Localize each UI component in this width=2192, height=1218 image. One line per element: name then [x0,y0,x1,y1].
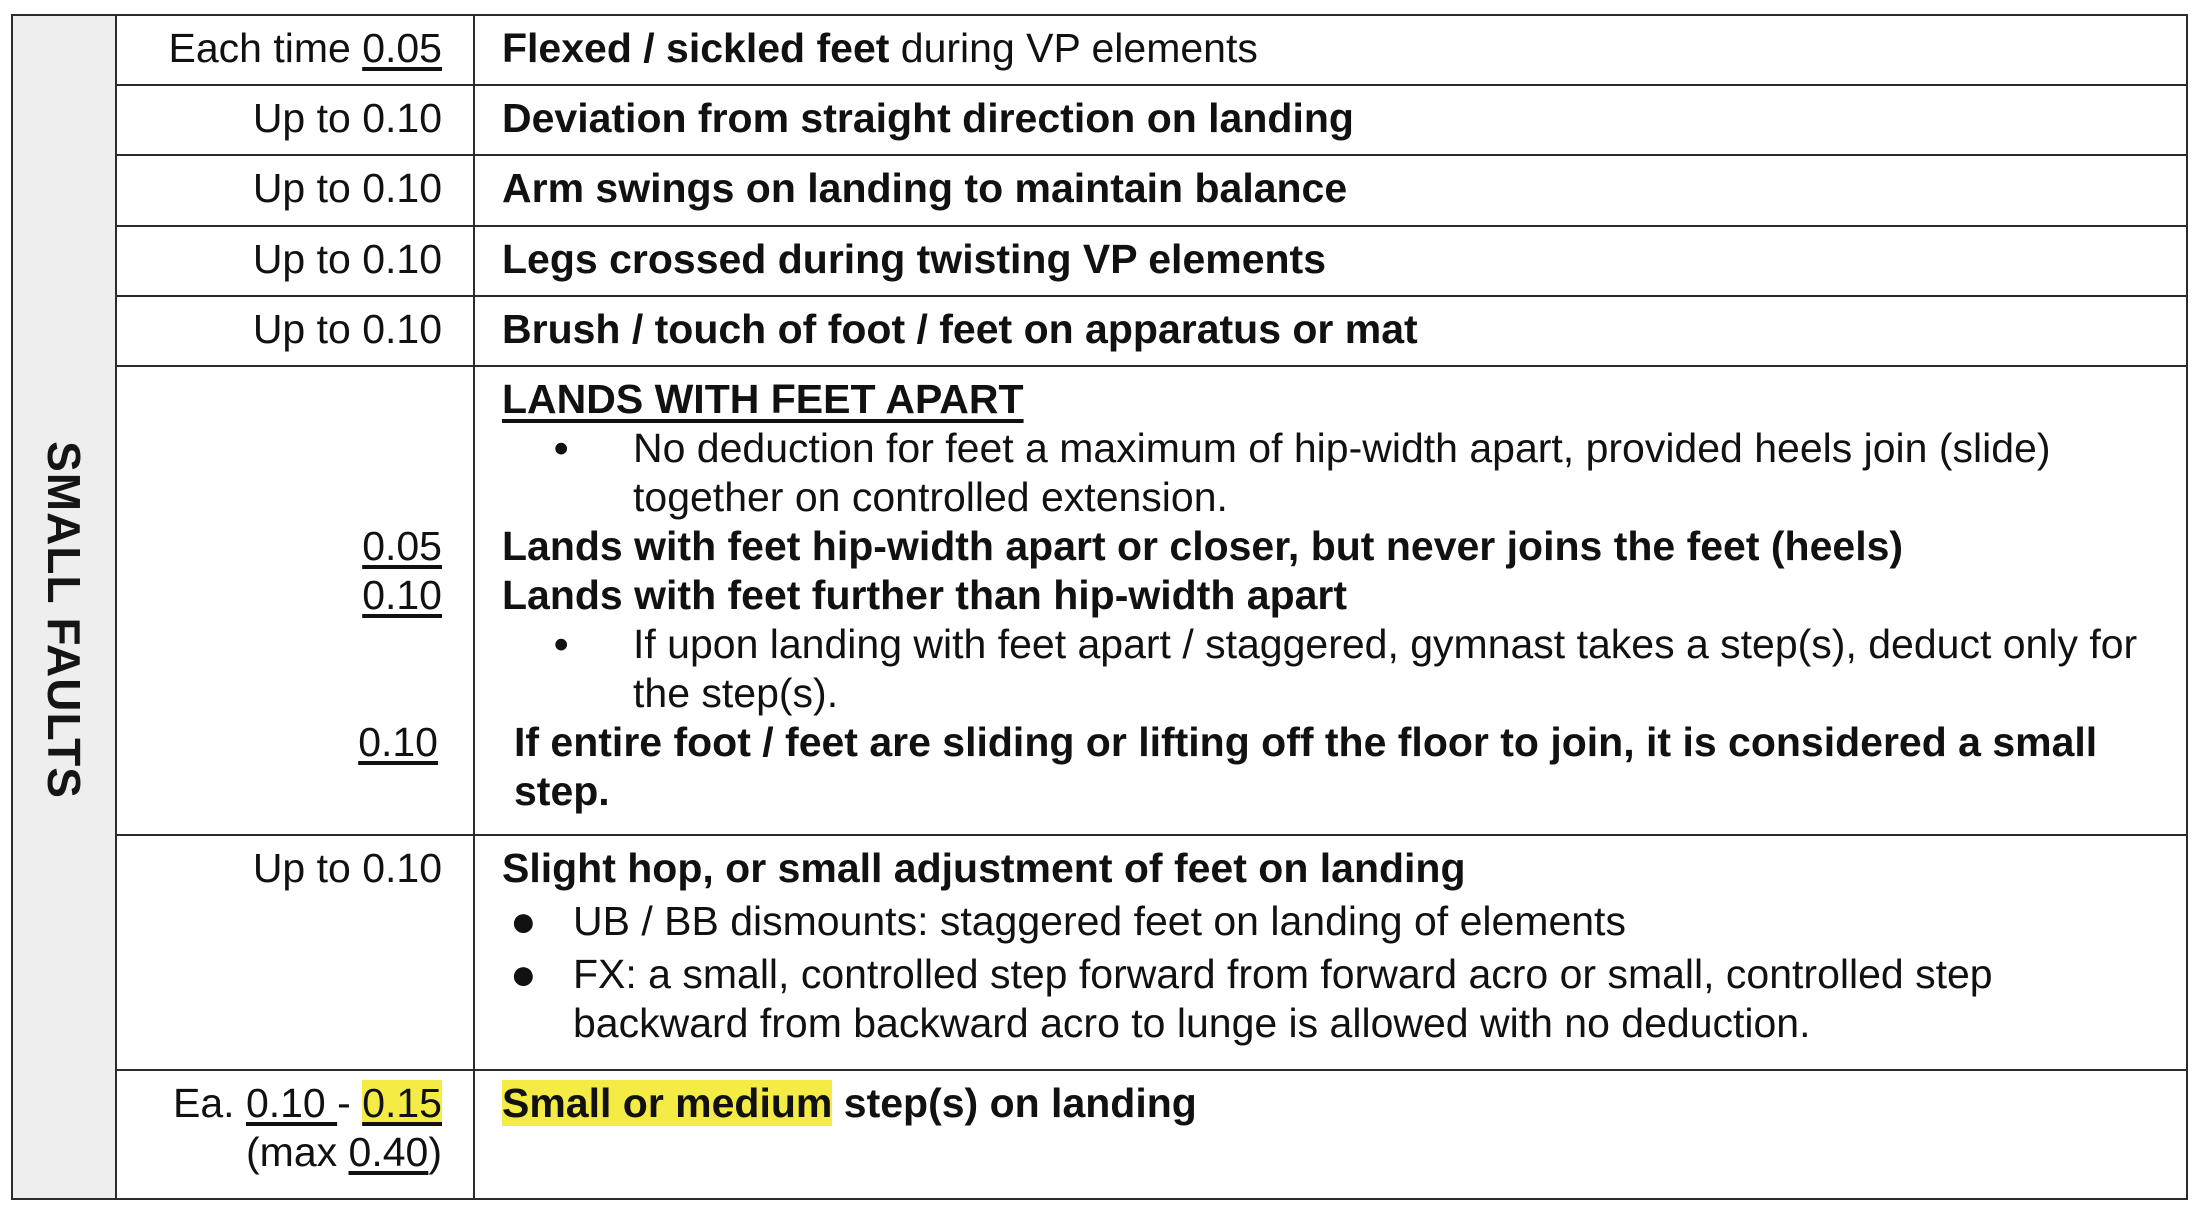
bullet-text: UB / BB dismounts: staggered feet on landing of elements [573,898,1626,944]
description-cell-feet-apart [475,367,2186,836]
note-text: No deduction for feet a maximum of hip-width apart, provided heels join (slide) together on controlled extension. [633,425,2051,520]
amount-cell-2: Up to 0.10 [117,86,475,156]
description-cell-2: Deviation from straight direction on landing [475,86,2186,156]
feet-apart-line-2: Lands with feet further than hip-width apart [502,572,1348,618]
bullet-dot: • [554,425,569,471]
steps-max-value: 0.40 [348,1129,429,1175]
steps-max-prefix: (max [246,1129,349,1175]
amount-sliding: 0.10 [358,719,438,765]
bullet-dot: ● [510,897,537,946]
steps-prefix: Ea. [173,1080,246,1126]
deductions-table [11,14,2188,1200]
steps-amount-high: 0.15 [362,1080,442,1126]
feet-apart-line-1: Lands with feet hip-width apart or closer, but never joins the feet (heels) [502,523,1904,569]
steps-highlight: Small or medium [502,1080,833,1126]
bullet-dot: ● [510,950,537,999]
amount-prefix: Each time [168,25,363,71]
steps-separator: - [337,1080,363,1126]
amount-further-apart: 0.10 [362,572,442,618]
steps-rest: step(s) on landing [832,1080,1197,1126]
amount-cell-3: Up to 0.10 [117,156,475,227]
feet-apart-line-3: If entire foot / feet are sliding or lifting off the floor to join, it is considered a small step. [514,719,2098,814]
steps-amount-low: 0.10 [245,1080,338,1126]
hop-bullet-1 [502,897,2166,946]
feet-apart-note-1 [502,424,2166,522]
description-normal: during VP elements [889,25,1258,71]
side-column [13,16,117,1198]
description-cell-hop [475,836,2186,1071]
hop-bullet-2 [502,950,2166,1048]
amount-cell-1 [117,16,475,86]
amount-value: 0.05 [362,25,442,71]
description-cell-4: Legs crossed during twisting VP elements [475,227,2186,297]
description-cell-3: Arm swings on landing to maintain balance [475,156,2186,227]
feet-apart-note-2 [502,620,2166,718]
hop-title: Slight hop, or small adjustment of feet on landing [502,845,1466,891]
bullet-text: FX: a small, controlled step forward from forward acro or small, controlled step backward from backward acro to lunge is allowed with no deduction. [573,951,1993,1046]
feet-apart-heading: LANDS WITH FEET APART [502,376,1024,422]
description-cell-5: Brush / touch of foot / feet on apparatus or mat [475,297,2186,367]
description-bold: Flexed / sickled feet [502,25,890,71]
amount-cell-4: Up to 0.10 [117,227,475,297]
amount-cell-hop: Up to 0.10 [117,836,475,1071]
side-label: SMALL FAULTS [38,441,90,799]
amount-cell-steps [117,1071,475,1198]
description-cell-1 [475,16,2186,86]
amount-cell-feet-apart [117,367,475,836]
note-text: If upon landing with feet apart / staggered, gymnast takes a step(s), deduct only for the step(s). [633,621,2138,716]
bullet-dot: • [554,621,569,667]
amount-hip-width: 0.05 [362,523,442,569]
description-cell-steps [475,1071,2186,1198]
steps-max-suffix: ) [428,1129,442,1175]
amount-cell-5: Up to 0.10 [117,297,475,367]
